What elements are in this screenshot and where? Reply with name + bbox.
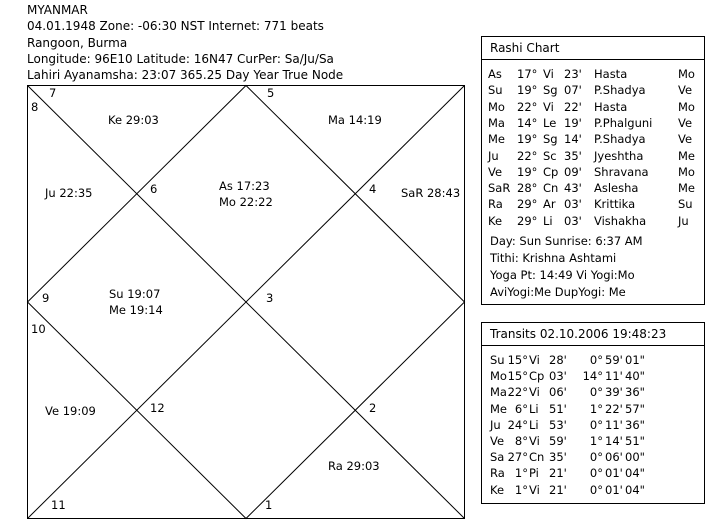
- rashi-cell: Mo: [678, 99, 695, 114]
- transit-cell: 0°: [589, 450, 603, 465]
- transit-cell: 14°: [582, 369, 603, 384]
- transit-cell: Cp: [529, 369, 545, 384]
- planet-saturn-r: SaR 28:43: [401, 186, 461, 200]
- rashi-cell: Ju: [678, 213, 689, 228]
- transit-cell: 0°: [589, 482, 603, 497]
- house-number-2: 2: [369, 401, 377, 415]
- transit-cell: 04": [625, 482, 645, 497]
- rashi-cell: 43': [564, 181, 582, 196]
- rashi-cell: 19': [564, 115, 582, 130]
- rashi-cell: 14°: [517, 115, 538, 130]
- rashi-cell: Aslesha: [594, 181, 639, 196]
- birth-details: 04.01.1948 Zone: -06:30 NST Internet: 771 beats: [27, 19, 324, 33]
- transit-cell: Ma: [490, 385, 507, 400]
- rashi-cell: Sg: [543, 132, 558, 147]
- rashi-cell: Ve: [678, 115, 693, 130]
- rashi-row: [482, 165, 704, 180]
- transit-cell: 1°: [514, 482, 528, 497]
- rashi-row: [482, 214, 704, 229]
- transit-cell: 53': [549, 417, 567, 432]
- transit-cell: 15°: [507, 369, 528, 384]
- rashi-cell: 23': [564, 67, 582, 81]
- rashi-row: [482, 100, 704, 115]
- transit-cell: 14': [605, 434, 623, 448]
- rashi-cell: As: [488, 67, 502, 81]
- rashi-cell: Ar: [543, 197, 556, 212]
- transit-row: [482, 450, 704, 465]
- transit-cell: 1°: [589, 401, 603, 416]
- rashi-row: [482, 181, 704, 196]
- transit-row: [482, 385, 704, 400]
- rashi-info-yogi: AviYogi:Me DupYogi: Me: [490, 285, 626, 299]
- rashi-cell: 29°: [517, 213, 538, 228]
- transit-row: [482, 434, 704, 449]
- transit-cell: Ju: [490, 417, 501, 432]
- rashi-cell: P.Shadya: [594, 132, 646, 147]
- rashi-panel-title: Rashi Chart: [482, 37, 704, 60]
- rashi-row: [482, 83, 704, 98]
- transits-panel: [481, 322, 705, 504]
- rashi-cell: P.Shadya: [594, 83, 646, 98]
- house-number-12: 12: [150, 401, 165, 415]
- transit-cell: 28': [549, 353, 567, 367]
- transit-cell: Li: [529, 417, 539, 432]
- transit-cell: Ve: [490, 434, 505, 448]
- rashi-cell: 09': [564, 164, 582, 179]
- planet-ascendant: As 17:23: [219, 179, 270, 193]
- transit-cell: Vi: [529, 482, 540, 497]
- planet-sun: Su 19:07: [109, 287, 161, 301]
- transit-cell: 36": [625, 417, 645, 432]
- transit-cell: 1°: [514, 466, 528, 481]
- rashi-panel: [481, 36, 705, 305]
- rashi-cell: Ve: [488, 164, 503, 179]
- house-number-4: 4: [369, 182, 377, 196]
- transit-cell: 51": [625, 434, 645, 448]
- transit-cell: 51': [549, 401, 567, 416]
- transit-cell: 01": [625, 353, 645, 367]
- rashi-cell: Ve: [678, 83, 693, 98]
- rashi-info-yoga: Yoga Pt: 14:49 Vi Yogi:Mo: [490, 268, 635, 282]
- planet-ketu: Ke 29:03: [108, 113, 159, 127]
- rashi-row: [482, 67, 704, 82]
- rashi-cell: 22': [564, 99, 582, 114]
- house-number-5: 5: [267, 86, 275, 100]
- rashi-cell: Me: [488, 132, 505, 147]
- transit-cell: 1°: [589, 434, 603, 448]
- house-number-11: 11: [51, 498, 66, 512]
- planet-mars: Ma 14:19: [328, 113, 382, 127]
- rashi-cell: Ra: [488, 197, 503, 212]
- transit-cell: 0°: [589, 353, 603, 367]
- chart-name: MYANMAR: [27, 3, 88, 17]
- transit-cell: 59': [549, 434, 567, 448]
- transit-cell: 40": [625, 369, 645, 384]
- rashi-cell: 03': [564, 197, 582, 212]
- rashi-cell: 29°: [517, 197, 538, 212]
- rashi-cell: Me: [678, 181, 695, 196]
- rashi-row: [482, 132, 704, 147]
- house-number-8: 8: [31, 100, 39, 114]
- rashi-cell: Cp: [543, 164, 559, 179]
- transit-row: [482, 402, 704, 417]
- transit-cell: 04": [625, 466, 645, 481]
- transits-panel-title: Transits 02.10.2006 19:48:23: [482, 323, 704, 346]
- rashi-cell: Su: [488, 83, 503, 98]
- rashi-cell: Su: [678, 197, 693, 212]
- transit-row: [482, 369, 704, 384]
- transit-cell: 01': [605, 466, 623, 481]
- transit-cell: Ke: [490, 482, 505, 497]
- transit-row: [482, 418, 704, 433]
- ayanamsha-line: Lahiri Ayanamsha: 23:07 365.25 Day Year True Node: [27, 68, 344, 82]
- rashi-info-day: Day: Sun Sunrise: 6:37 AM: [490, 234, 643, 248]
- transit-cell: Pi: [529, 466, 539, 481]
- planet-rahu: Ra 29:03: [328, 459, 380, 473]
- transit-cell: 00": [625, 450, 645, 465]
- rashi-cell: Mo: [488, 99, 505, 114]
- rashi-cell: Ve: [678, 132, 693, 147]
- rashi-cell: Sg: [543, 83, 558, 98]
- transit-cell: Vi: [529, 385, 540, 400]
- transit-cell: 57": [625, 401, 645, 416]
- rashi-cell: Mo: [678, 67, 695, 81]
- transit-cell: 21': [549, 482, 567, 497]
- rashi-cell: Hasta: [594, 99, 628, 114]
- rashi-cell: Hasta: [594, 67, 628, 81]
- transit-cell: Cn: [529, 450, 545, 465]
- transit-cell: 11': [605, 369, 623, 384]
- house-number-6: 6: [150, 182, 158, 196]
- house-number-7: 7: [49, 86, 57, 100]
- rashi-cell: Ke: [488, 213, 503, 228]
- transit-cell: Vi: [529, 353, 540, 367]
- rashi-cell: 22°: [517, 148, 538, 163]
- rashi-cell: Vi: [543, 99, 554, 114]
- transit-cell: 0°: [589, 466, 603, 481]
- transit-cell: 27°: [507, 450, 528, 465]
- rashi-cell: 19°: [517, 164, 538, 179]
- transit-cell: 39': [605, 385, 623, 400]
- transit-cell: 36": [625, 385, 645, 400]
- transit-cell: 03': [549, 369, 567, 384]
- rashi-cell: 22°: [517, 99, 538, 114]
- rashi-row: [482, 149, 704, 164]
- transit-cell: 0°: [589, 385, 603, 400]
- transit-cell: Ra: [490, 466, 505, 481]
- planet-jupiter: Ju 22:35: [45, 186, 93, 200]
- rashi-cell: 19°: [517, 83, 538, 98]
- coordinates: Longitude: 96E10 Latitude: 16N47 CurPer: Sa/Ju/Sa: [27, 52, 334, 66]
- rashi-cell: Me: [678, 148, 695, 163]
- rashi-cell: 17°: [517, 67, 538, 81]
- rashi-cell: Sc: [543, 148, 557, 163]
- rashi-cell: 35': [564, 148, 582, 163]
- rashi-row: [482, 116, 704, 131]
- rashi-cell: Krittika: [594, 197, 636, 212]
- rashi-info-tithi: Tithi: Krishna Ashtami: [490, 251, 617, 265]
- rashi-cell: SaR: [488, 181, 511, 196]
- transit-row: [482, 466, 704, 481]
- house-number-9: 9: [42, 291, 50, 305]
- planet-mercury: Me 19:14: [109, 303, 163, 317]
- rashi-cell: Mo: [678, 164, 695, 179]
- transit-cell: Li: [529, 401, 539, 416]
- transit-cell: Sa: [490, 450, 505, 465]
- transit-row: [482, 353, 704, 368]
- transit-cell: Me: [490, 401, 507, 416]
- transit-cell: 24°: [507, 417, 528, 432]
- planet-venus: Ve 19:09: [45, 404, 96, 418]
- rashi-cell: Jyeshtha: [594, 148, 644, 163]
- rashi-cell: 28°: [517, 181, 538, 196]
- rashi-cell: 19°: [517, 132, 538, 147]
- rashi-cell: Le: [543, 115, 557, 130]
- planet-moon: Mo 22:22: [219, 195, 273, 209]
- rashi-cell: Li: [543, 213, 553, 228]
- transit-cell: 59': [605, 353, 623, 367]
- transit-cell: Mo: [490, 369, 507, 384]
- transit-cell: 0°: [589, 417, 603, 432]
- transit-cell: 6°: [514, 401, 528, 416]
- house-number-10: 10: [31, 322, 46, 336]
- transit-cell: 22': [605, 401, 623, 416]
- house-number-3: 3: [266, 291, 274, 305]
- house-number-1: 1: [265, 498, 273, 512]
- transit-cell: 06': [605, 450, 623, 465]
- transit-cell: 01': [605, 482, 623, 497]
- rashi-row: [482, 197, 704, 212]
- rashi-cell: Vishakha: [594, 213, 647, 228]
- rashi-cell: P.Phalguni: [594, 115, 653, 130]
- transit-cell: Su: [490, 353, 505, 367]
- birth-place: Rangoon, Burma: [27, 36, 128, 50]
- transit-cell: 21': [549, 466, 567, 481]
- transit-cell: Vi: [529, 434, 540, 448]
- transit-cell: 06': [549, 385, 567, 400]
- rashi-cell: Cn: [543, 181, 559, 196]
- transit-cell: 35': [549, 450, 567, 465]
- transit-cell: 22°: [507, 385, 528, 400]
- rashi-cell: 14': [564, 132, 582, 147]
- transit-cell: 8°: [514, 434, 528, 448]
- rashi-cell: Vi: [543, 67, 554, 81]
- rashi-cell: Ju: [488, 148, 499, 163]
- transit-row: [482, 483, 704, 498]
- rashi-cell: 07': [564, 83, 582, 98]
- transit-cell: 11': [605, 417, 623, 432]
- rashi-cell: Shravana: [594, 164, 649, 179]
- rashi-cell: 03': [564, 213, 582, 228]
- rashi-cell: Ma: [488, 115, 505, 130]
- transit-cell: 15°: [507, 353, 528, 367]
